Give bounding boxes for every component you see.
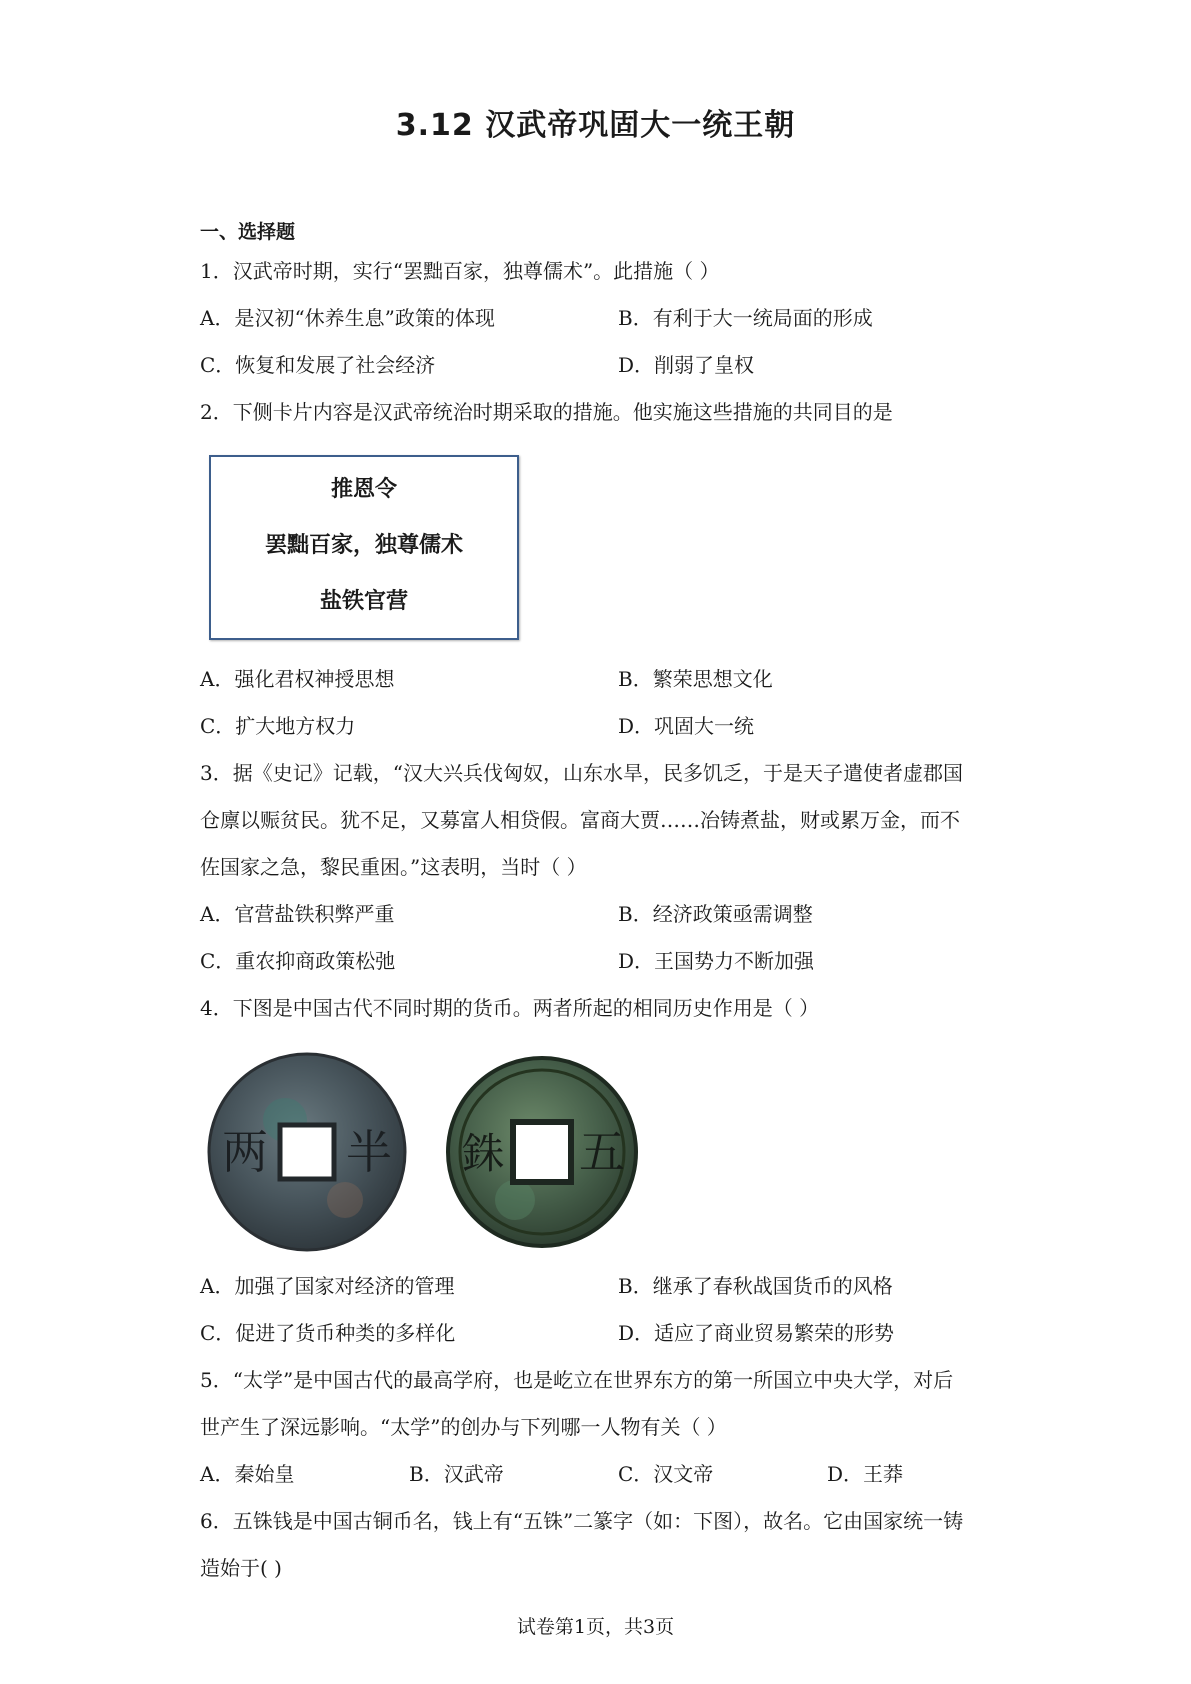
banliang-coin-image: [205, 1050, 410, 1255]
square-hole: [513, 1122, 571, 1182]
q4-stem: 4．下图是中国古代不同时期的货币。两者所起的相同历史作用是（ ）: [200, 996, 820, 1020]
q1-option-d[interactable]: D．削弱了皇权: [618, 353, 755, 377]
q4-option-d[interactable]: D．适应了商业贸易繁荣的形势: [618, 1321, 895, 1345]
page-footer: 试卷第1页，共3页: [516, 1616, 675, 1638]
q2-option-b[interactable]: B．繁荣思想文化: [618, 667, 773, 691]
coin-char-left: 两: [222, 1125, 268, 1179]
q3-stem-line-1: 3．据《史记》记载，“汉大兴兵伐匈奴，山东水旱，民多饥乏，于是天子遣使者虚郡国: [200, 761, 963, 785]
q1-option-b[interactable]: B．有利于大一统局面的形成: [618, 306, 873, 330]
q4-option-b[interactable]: B．继承了春秋战国货币的风格: [618, 1274, 893, 1298]
q6-stem-line-2: 造始于( ): [200, 1556, 282, 1580]
coin-char-right: 五: [579, 1125, 625, 1179]
coin-char-right: 半: [346, 1125, 392, 1179]
card-line-3: 盐铁官营: [319, 589, 408, 614]
wuzhu-coin-image: [445, 1050, 640, 1255]
q5-stem-line-2: 世产生了深远影响。“太学”的创办与下列哪一人物有关（ ）: [200, 1415, 727, 1439]
q1-option-a[interactable]: A．是汉初“休养生息”政策的体现: [200, 306, 495, 330]
q3-option-d[interactable]: D．王国势力不断加强: [618, 949, 815, 973]
square-hole: [280, 1125, 334, 1179]
q2-stem: 2．下侧卡片内容是汉武帝统治时期采取的措施。他实施这些措施的共同目的是: [200, 400, 893, 424]
q4-option-c[interactable]: C．促进了货币种类的多样化: [200, 1321, 456, 1345]
q5-option-c[interactable]: C．汉文帝: [618, 1462, 714, 1486]
coin-char-left: 銖: [461, 1129, 505, 1178]
q5-stem-line-1: 5．“太学”是中国古代的最高学府，也是屹立在世界东方的第一所国立中央大学，对后: [200, 1368, 954, 1392]
q6-stem-line-1: 6．五铢钱是中国古铜币名，钱上有“五铢”二篆字（如：下图），故名。它由国家统一铸: [200, 1509, 964, 1533]
q3-option-c[interactable]: C．重农抑商政策松弛: [200, 949, 396, 973]
q5-option-b[interactable]: B．汉武帝: [409, 1462, 504, 1486]
section-heading: 一、选择题: [200, 221, 296, 243]
q2-option-c[interactable]: C．扩大地方权力: [200, 714, 356, 738]
q5-option-a[interactable]: A．秦始皇: [200, 1462, 295, 1486]
page-title: 3.12 汉武帝巩固大一统王朝: [395, 108, 796, 143]
q1-stem: 1．汉武帝时期，实行“罢黜百家，独尊儒术”。此措施（ ）: [200, 259, 720, 283]
q1-option-c[interactable]: C．恢复和发展了社会经济: [200, 353, 436, 377]
card-line-1: 推恩令: [330, 477, 397, 502]
q2-option-a[interactable]: A．强化君权神授思想: [200, 667, 395, 691]
q4-option-a[interactable]: A．加强了国家对经济的管理: [200, 1274, 455, 1298]
measures-card: [209, 455, 519, 640]
q2-option-d[interactable]: D．巩固大一统: [618, 714, 755, 738]
q5-option-d[interactable]: D．王莽: [827, 1462, 904, 1486]
q3-stem-line-2: 仓廪以赈贫民。犹不足，又募富人相贷假。富商大贾……冶铸煮盐，财或累万金，而不: [200, 808, 960, 832]
card-line-2: 罢黜百家，独尊儒术: [264, 533, 463, 558]
q3-stem-line-3: 佐国家之急，黎民重困。”这表明，当时（ ）: [200, 855, 587, 879]
q3-option-b[interactable]: B．经济政策亟需调整: [618, 902, 813, 926]
q3-option-a[interactable]: A．官营盐铁积弊严重: [200, 902, 395, 926]
